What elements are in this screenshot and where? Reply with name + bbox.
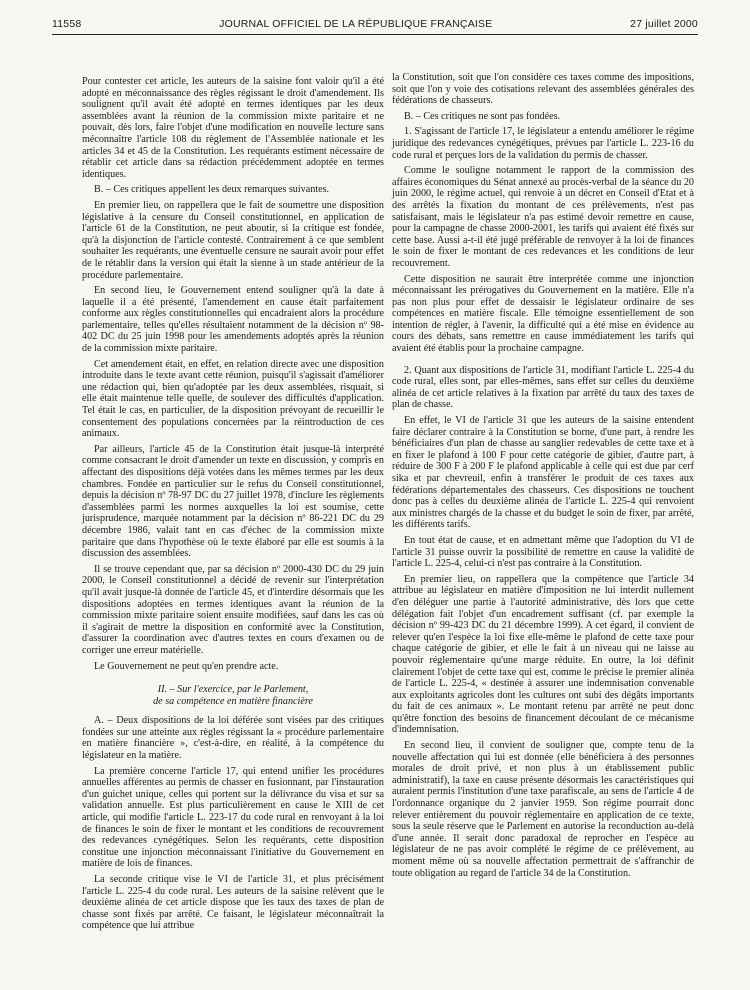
paragraph: Comme le souligne notamment le rapport de la commission des affaires économiques du Sénat annexé au procès-verbal de la séance du 20 juin 2000, le régime actuel, qui renvoie à un décret en Conseil d'Etat et à des arrêtés la fixation du montant de ces prélèvements, n'est pas satisfaisant, mais le législateur n'a pas estimé devoir remettre en cause, pour la campagne de chasse 2000-2001, les tarifs qui avaient été fixés sur cette base. Aussi a-t-il été jugé préférable de renvoyer à la loi de finances le soin de fixer le montant de ces redevances et les conditions de leur recouvrement.: [392, 165, 694, 269]
paragraph: La première concerne l'article 17, qui entend unifier les procédures annuelles afférentes au permis de chasser en fusionnant, par l'instauration d'un guichet unique, celles qui portent sur la délivrance du visa et sur sa validation annuelle. Est plus particulièrement en cause le XIII de cet article, qui modifie l'article L. 223-17 du code rural en renvoyant à la loi de finances le soin de fixer le montant et les conditions de recouvrement des redevances cynégétiques. Selon les requérants, cette disposition constitue une injonction méconnaissant l'initiative du Gouvernement en matière de lois de finances.: [82, 765, 384, 870]
paragraph: 2. Quant aux dispositions de l'article 31, modifiant l'article L. 225-4 du code rural, elles sont, par elles-mêmes, sans effet sur celles du deuxième alinéa de cet article relatives à la fixation par arrêté du taux des taxes de plan de chasse.: [392, 364, 694, 411]
paragraph: Pour contester cet article, les auteurs de la saisine font valoir qu'il a été adopté en méconnaissance des règles régissant le droit d'amendement. Ils soulignent qu'il avait été adopté en termes identiques par les deux assemblées avant la réunion de la commission mixte paritaire et ne pouvait, dès lors, faire l'objet d'une modification en nouvelle lecture sans méconnaître l'article 108 du règlement de l'Assemblée nationale et les articles 34 et 45 de la Constitution. Les requérants estiment nécessaire de rétablir cet article dans sa rédaction précédemment adoptée en termes identiques.: [82, 76, 384, 180]
publication-date: 27 juillet 2000: [630, 18, 698, 30]
left-column: [82, 76, 384, 936]
page-number: 11558: [52, 18, 82, 30]
section-heading-line-1: II. – Sur l'exercice, par le Parlement,: [157, 684, 309, 696]
paragraph: La seconde critique vise le VI de l'article 31, et plus précisément l'article L. 225-4 du code rural. Les auteurs de la saisine relèvent que le deuxième alinéa de cet article dispose que les taux des taxes de plan de chasse sont fixés par arrêté. Ce faisant, le législateur méconnaîtrait la compétence que lui attribue: [82, 874, 384, 932]
section-heading-line-2: de sa compétence en matière financière: [153, 695, 313, 707]
paragraph: En second lieu, il convient de souligner que, compte tenu de la nouvelle affectation qui lui est donnée (elle bénéficiera à des personnes morales de droit privé, et non plus à un établissement public administratif), la taxe en cause présente désormais les caractéristiques qui auraient permis l'institution d'une taxe parafiscale, au sens de l'article 4 de l'ordonnance organique du 2 janvier 1959. Son régime pourrait donc relever entièrement du pouvoir réglementaire en application de ce texte, sous la seule réserve que le Parlement en autorise la reconduction au-delà d'une année. Il serait donc paradoxal de reprocher en l'espèce au législateur de ne pas avoir complété le régime de ce prélèvement, au moment même où sa nouvelle affectation permettrait de s'affranchir de toute obligation au regard de l'article 34 de la Constitution.: [392, 740, 694, 879]
page-header: [52, 14, 698, 34]
paragraph: En second lieu, le Gouvernement entend souligner qu'à la date à laquelle il a été présenté, l'amendement en cause était parfaitement conforme aux règles constitutionnelles qui encadraient alors la procédure parlementaire, telles qu'elles résultaient notamment de la décision nº 98-402 DC du 25 juin 1998 pour les amendements adoptés après la réunion de la commission mixte paritaire.: [82, 285, 384, 355]
section-heading: [82, 684, 384, 707]
paragraph: Il se trouve cependant que, par sa décision nº 2000-430 DC du 29 juin 2000, le Conseil constitutionnel a décidé de revenir sur l'interprétation qu'il avait jusque-là donnée de l'article 45, et d'interdire désormais que les dispositions adoptées en termes identiques avant la réunion de la commission mixte paritaire soient ensuite modifiées, sauf dans les cas où il s'agirait de mettre la disposition en conformité avec la Constitution, d'assurer la coordination avec d'autres textes en cours d'examen ou de corriger une erreur matérielle.: [82, 563, 384, 656]
paragraph: A. – Deux dispositions de la loi déférée sont visées par des critiques fondées sur une atteinte aux règles régissant la « procédure parlementaire en matière financière », c'est-à-dire, en réalité, à la compétence du législateur en la matière.: [82, 715, 384, 762]
paragraph: 1. S'agissant de l'article 17, le législateur a entendu améliorer le régime juridique des redevances cynégétiques, prévues par l'article L. 223-16 du code rural et perçues lors de la validation du permis de chasser.: [392, 126, 694, 161]
paragraph: Par ailleurs, l'article 45 de la Constitution était jusque-là interprété comme consacrant le droit d'amender un texte en discussion, y compris en affectant des dispositions déjà votées dans les mêmes termes par les deux chambres. Fondée en particulier sur le refus du Conseil constitutionnel, depuis la décision nº 78-97 DC du 27 juillet 1978, d'inclure les règlements d'assemblées parmi les normes auxquelles la loi est soumise, cette jurisprudence, marquée notamment par la décision nº 86-221 DC du 29 décembre 1986, valait tant en cas d'échec de la commission mixte paritaire que dans l'hypothèse où le texte élaboré par elle est soumis à la discussion des assemblées.: [82, 443, 384, 560]
paragraph: Le Gouvernement ne peut qu'en prendre acte.: [94, 660, 279, 672]
paragraph: B. – Ces critiques appellent les deux remarques suivantes.: [94, 184, 330, 196]
right-column: [392, 72, 694, 883]
paragraph: En premier lieu, on rappellera que la compétence que l'article 34 attribue au législateur en matière d'imposition ne lui interdit nullement d'en déléguer une partie à l'autorité administrative, dès lors que cette délégation fait l'objet d'un encadrement suffisant (cf. par exemple la décision nº 99-423 DC du 21 décembre 1999). A cet égard, il convient de relever qu'en l'espèce la loi fixe elle-même le plafond de cette taxe pour chaque catégorie de gibier, et elle le fait à un niveau qui ne laisse au pouvoir réglementaire qu'une marge réduite. En outre, la loi définit clairement l'objet de cette taxe qui est, comme le précise le premier alinéa de l'article L. 225-4, « destinée à assurer une indemnisation convenable aux exploitants agricoles dont les cultures ont subi des dégâts importants du fait de ces animaux ». Le montant retenu par arrêté ne peut donc qu'être fonction des besoins de financement découlant de ce mécanisme d'indemnisation.: [392, 573, 694, 736]
paragraph: En effet, le VI de l'article 31 que les auteurs de la saisine entendent faire déclarer contraire à la Constitution se borne, d'une part, à rendre les bénéficiaires d'un plan de chasse au sanglier redevables de cette taxe et à en fixer le plafond à 100 F pour cette catégorie de gibier, d'autre part, à réduire de 300 F à 200 F le plafond applicable à celle qui est due par cerf sika et par chevreuil, enfin à transférer le produit de ces taxes aux fédérations départementales des chasseurs. Ces dispositions ne touchent donc pas à celles du deuxième alinéa de l'article L. 225-4 qui renvoient aux ministres chargés de la chasse et du budget le soin de fixer, par arrêté, les différents tarifs.: [392, 415, 694, 531]
header-rule: [52, 34, 698, 35]
paragraph: B. – Ces critiques ne sont pas fondées.: [404, 110, 561, 122]
paragraph: Cet amendement était, en effet, en relation directe avec une disposition introduite dans le texte avant cette réunion, puisqu'il s'agissait d'améliorer une rédaction qui, bien qu'adoptée par les deux assemblées, risquait, si elle était maintenue telle quelle, de soulever des difficultés d'application. Tel était le cas, en particulier, de la disposition prévoyant de recueillir le consentement des populations concernées par la réintroduction de ces animaux.: [82, 358, 384, 440]
paragraph: la Constitution, soit que l'on considère ces taxes comme des impositions, soit que l'on y voie des cotisations relevant des assemblées générales des fédérations de chasseurs.: [392, 72, 694, 107]
journal-title: JOURNAL OFFICIEL DE LA RÉPUBLIQUE FRANÇAISE: [219, 18, 493, 30]
paragraph: En tout état de cause, et en admettant même que l'adoption du VI de l'article 31 puisse ouvrir la possibilité de remettre en cause la validité de l'article L. 225-4, celui-ci n'est pas contraire à la Constitution.: [392, 534, 694, 570]
paragraph: En premier lieu, on rappellera que le fait de soumettre une disposition législative à la censure du Conseil constitutionnel, en application de l'article 61 de la Constitution, ne peut aboutir, si la critique est fondée, qu'à la disjonction de l'article contesté. Contrairement à ce que semblent souhaiter les requérants, une éventuelle censure ne saurait avoir pour effet de le rétablir dans la version qui était la sienne à un stade antérieur de la procédure parlementaire.: [82, 199, 384, 281]
paragraph: Cette disposition ne saurait être interprétée comme une injonction méconnaissant les prérogatives du Gouvernement en la matière. Elle n'a pas non plus pour effet de dessaisir le législateur ordinaire de ses compétences en matière fiscale. Elle témoigne essentiellement de son intention de régler, à l'avenir, la difficulté qui a été mise en évidence au cours des débats, sans remettre en cause immédiatement les tarifs qui avaient été établis pour la prochaine campagne.: [392, 273, 694, 355]
